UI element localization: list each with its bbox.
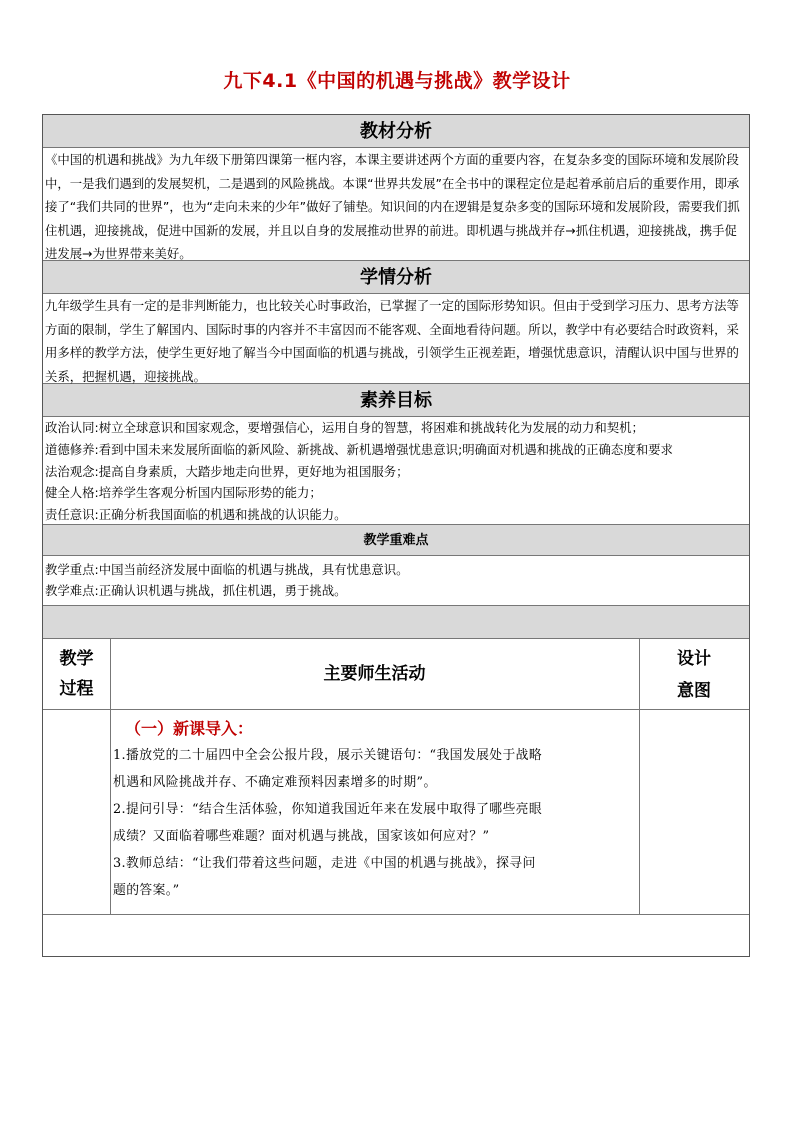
intro-line: 题的答案。” — [113, 883, 180, 898]
intro-line: 1.播放党的二十届四中全会公报片段，展示关键语句：“我国发展处于战略 — [113, 748, 543, 763]
col-process-line: 过程 — [59, 679, 94, 699]
col-intent-header — [639, 639, 749, 709]
goal-item: 法治观念:提高自身素质，大踏步地走向世界，更好地为祖国服务； — [45, 463, 409, 479]
col-intent-line: 设计 — [677, 649, 711, 669]
goal-item: 责任意识:正确分析我国面临的机遇和挑战的认识能力。 — [45, 507, 347, 523]
keypoint-item: 教学重点:中国当前经济发展中面临的机遇与挑战，具有忧患意识。 — [45, 562, 409, 577]
col-process-line: 教学 — [59, 649, 94, 669]
intro-line: 3.教师总结：“让我们带着这些问题，走进《中国的机遇与挑战》，探寻问 — [113, 856, 536, 871]
intro-line: 机遇和风险挑战并存、不确定难预料因素增多的时期”。 — [113, 775, 437, 790]
process-header-row — [43, 639, 749, 710]
process-body-row — [43, 710, 749, 915]
goals-heading: 素养目标 — [43, 384, 749, 417]
material-heading: 教材分析 — [43, 115, 749, 148]
intro-title: （一）新课导入： — [125, 719, 254, 738]
goal-item: 健全人格:培养学生客观分析国内国际形势的能力； — [45, 485, 322, 501]
keypoint-item: 教学难点:正确认识机遇与挑战，抓住机遇，勇于挑战。 — [45, 583, 347, 598]
intro-steps — [113, 742, 639, 904]
document-title: 九下4.1《中国的机遇与挑战》教学设计 — [223, 70, 571, 92]
material-text: 《中国的机遇和挑战》为九年级下册第四课第一框内容，本课主要讲述两个方面的重要内容，在复杂多变的国际环境和发展阶段中，一是我们遇到的发展契机，二是遇到的风险挑战。本课“世界共发展”在全书中的课程定位是起着承前启后的重要作用，即承接了“我们共同的世界”，也为“走向未来的少年”做好了铺垫。知识间的内在逻辑是复杂多变的国际环境和发展阶段，需要我们抓住机遇，迎接挑战，促进中国新的发展，并且以自身的发展推动世界的前进。即机遇与挑战并存→抓住机遇，迎接挑战，携手促进发展→为世界带来美好。 — [43, 148, 749, 261]
activity-cell — [110, 710, 639, 914]
learners-heading: 学情分析 — [43, 261, 749, 294]
goal-item: 政治认同:树立全球意识和国家观念，要增强信心，运用自身的智慧，将困难和挑战转化为发展的动力和契机； — [45, 420, 644, 435]
keypoints-list — [43, 556, 749, 606]
keypoints-heading: 教学重难点 — [43, 525, 749, 556]
col-activity-header: 主要师生活动 — [323, 664, 426, 684]
goal-item: 道德修养:看到中国未来发展所面临的新风险、新挑战、新机遇增强忧患意识;明确面对机遇和挑战的正确态度和要求 — [45, 441, 673, 457]
process-cell — [43, 710, 110, 914]
intro-line: 2.提问引导：“结合生活体验，你知道我国近年来在发展中取得了哪些亮眼 — [113, 802, 543, 817]
intent-cell — [639, 710, 749, 914]
empty-row — [43, 915, 749, 956]
col-intent-line: 意图 — [677, 681, 711, 701]
col-process-header — [43, 639, 110, 709]
goals-list — [43, 417, 749, 525]
blank-band — [43, 606, 749, 639]
learners-text: 九年级学生具有一定的是非判断能力，也比较关心时事政治，已掌握了一定的国际形势知识。但由于受到学习压力、思考方法等方面的限制，学生了解国内、国际时事的内容并不丰富因而不能客观、全面地看待问题。所以，教学中有必要结合时政资料，采用多样的教学方法，使学生更好地了解当今中国面临的机遇与挑战，引领学生正视差距，增强忧患意识，清醒认识中国与世界的关系，把握机遇，迎接挑战。 — [43, 294, 749, 384]
lesson-plan-table — [42, 114, 750, 957]
intro-line: 成绩？又面临着哪些难题？面对机遇与挑战，国家该如何应对？” — [113, 829, 490, 844]
